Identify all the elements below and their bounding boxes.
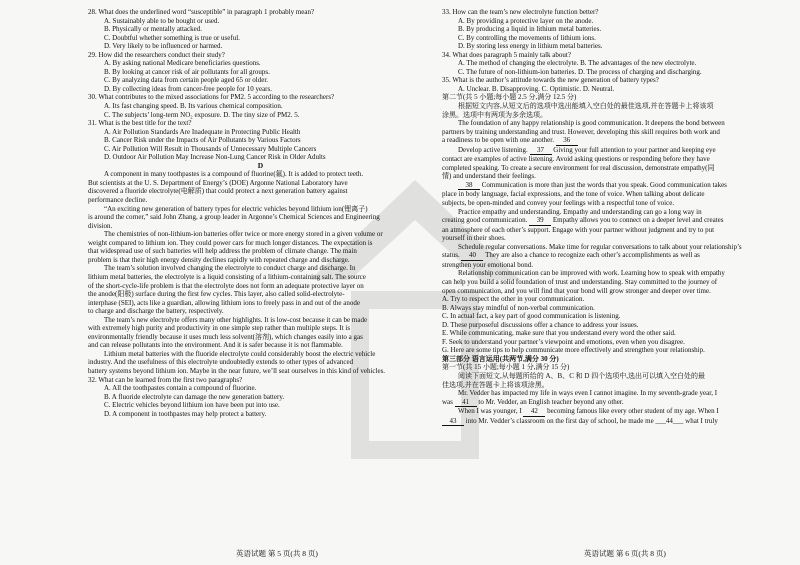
text-line	[88, 307, 433, 316]
text-line	[88, 358, 433, 367]
line-text: yourself in their shoes.	[442, 234, 506, 243]
line-text: Schedule regular conversations. Make time for regular conversations to talk about your relationship’s	[458, 242, 742, 251]
answer-blank: 36	[556, 136, 578, 146]
line-text: battery systems beyond lithium ion. Maybe in the near future, we’ll seat ourselves in this kind of vehicles.	[88, 366, 386, 375]
line-text: B. By looking at cancer risk of air pollutants for all groups.	[104, 67, 270, 76]
line-text-after: to Mr. Vedder, an English teacher beyond any other.	[476, 397, 624, 406]
text-line	[442, 304, 787, 313]
line-text: A. By providing a protective layer on the anode.	[458, 16, 594, 25]
line-text: D. Very likely to be influenced or harmed.	[104, 42, 223, 51]
line-text: 34. What does paragraph 5 mainly talk about?	[442, 50, 571, 59]
line-text: that widespread use of such batteries will help address the problem of climate change. The main	[88, 247, 357, 256]
line-text-after: Giving your full attention to your partner and keeping eye	[551, 145, 716, 154]
text-line	[442, 34, 787, 43]
text-line	[442, 243, 787, 252]
line-text: The foundation of any happy relationship is good communication. It deepens the bond between	[458, 119, 725, 128]
line-text: 第一节(共 15 小题;每小题 1 分,满分 15 分)	[442, 363, 570, 372]
text-line	[88, 51, 433, 60]
line-text: C. By analyzing data from certain people aged 65 or older.	[104, 76, 269, 85]
line-text: A. All the toothpastes contain a compound of fluorine.	[104, 384, 257, 393]
text-line	[442, 338, 787, 347]
page-footer-right: 英语试题 第 6 页(共 8 页)	[584, 549, 666, 558]
text-line	[442, 181, 787, 191]
text-line	[88, 273, 433, 282]
text-line	[88, 34, 433, 43]
answer-blank: 42	[523, 407, 545, 417]
line-text: status.	[442, 251, 462, 260]
line-text: completed speaking. To create a secure environment for real discussion, demonstrate empathy(同	[442, 163, 715, 172]
line-text: C. In actual fact, a key part of good communication is listening.	[442, 312, 621, 321]
text-line	[88, 93, 433, 102]
text-line	[88, 179, 433, 188]
line-text: D. Outdoor Air Pollution May Increase Non-Lung Cancer Risk in Older Adults	[104, 153, 326, 162]
text-line	[88, 170, 433, 179]
text-line	[442, 321, 787, 330]
line-text: But scientists at the U. S. Department of Energy’s (DOE) Argonne National Laboratory have	[88, 178, 348, 187]
text-line	[88, 367, 433, 376]
text-line	[442, 68, 787, 77]
text-line	[442, 8, 787, 17]
text-line	[88, 119, 433, 128]
line-text: a readiness to be open with one another.	[442, 136, 556, 145]
text-line	[88, 384, 433, 393]
line-text: C. The subjects’ long-term NO₂ exposure. D. The tiny size of PM2. 5.	[104, 110, 300, 119]
line-text-after: Communication is more than just the words that you speak. Good communication takes	[480, 180, 727, 189]
text-line	[88, 410, 433, 419]
text-line	[442, 199, 787, 208]
text-line	[442, 146, 787, 156]
text-line	[88, 393, 433, 402]
text-line	[88, 264, 433, 273]
text-line	[442, 389, 787, 398]
line-text: is around the corner,” said John Zhang, a group leader in Argonne’s Chemical Sciences and Engineering	[88, 213, 380, 222]
text-line	[442, 172, 787, 181]
line-text: interphase (SEI), acts like a guardian, allowing lithium ions to freely pass in and out of the anode	[88, 298, 360, 307]
line-text: B. By producing a liquid in lithium metal batteries.	[458, 25, 602, 34]
line-text: A. Its fast changing speed. B. Its various chemical composition.	[104, 102, 283, 111]
text-line	[442, 59, 787, 68]
line-text: subjects, be open-minded and convey your feelings with a respectful tone of voice.	[442, 199, 675, 208]
text-line	[442, 208, 787, 217]
answer-blank: 40	[461, 251, 483, 261]
line-text: C. By controlling the movements of lithium ions.	[458, 33, 596, 42]
line-text: 第二节(共 5 小题;每小题 2.5 分,满分 12.5 分)	[442, 93, 577, 102]
text-line	[442, 417, 787, 427]
line-text: A. Try to respect the other in your communication.	[442, 295, 585, 304]
line-text: 第三部分 语言运用(共两节,满分 30 分)	[442, 354, 559, 363]
text-line	[442, 329, 787, 338]
text-line	[88, 222, 433, 231]
line-text: to charge and discharge the battery, respectively.	[88, 307, 224, 316]
text-line	[442, 102, 787, 111]
right-column	[442, 8, 787, 426]
text-line	[88, 316, 433, 325]
line-text: D. These purposeful discussions offer a chance to address your issues.	[442, 320, 639, 329]
line-text: place in body language, facial expressions, and the tone of voice. When talking about delicate	[442, 190, 705, 199]
text-line	[442, 128, 787, 137]
line-text: A component in many toothpastes is a compound of fluorine(氟). It is added to protect teeth.	[104, 170, 364, 179]
text-line	[442, 119, 787, 128]
line-text-after: Empathy allows you to connect on a deeper level and creates	[551, 216, 724, 225]
text-line	[442, 372, 787, 381]
line-text: The team’s new electrolyte offers many other highlights. It is low-cost because it can be made	[104, 315, 368, 324]
line-text: The chemistries of non-lithium-ion batteries offer twice or more energy stored in a given volume or	[104, 230, 383, 239]
text-line	[88, 17, 433, 26]
line-text: F. Seek to understand your partner’s viewpoint and emotions, even when you disagree.	[442, 337, 685, 346]
text-line	[88, 299, 433, 308]
line-text: The team’s solution involved changing the electrolyte to conduct charge and discharge. In	[104, 264, 356, 273]
line-text: C. Electric vehicles beyond lithium ion have been put into use.	[104, 401, 280, 410]
answer-blank: 37	[530, 146, 552, 156]
line-text: A. The method of changing the electrolyte. B. The advantages of the new electrolyte.	[458, 59, 697, 68]
line-text: 29. How did the researchers conduct their study?	[88, 50, 225, 59]
answer-blank: 43	[442, 417, 464, 427]
text-line	[442, 287, 787, 296]
line-text: partners by training understanding and trust. However, developing this skill requires both work and	[442, 127, 720, 136]
text-line	[442, 51, 787, 60]
line-text: environmentally friendly because it uses much less solvent(溶剂), which changes easily into a gas	[88, 332, 363, 341]
line-text: B. Always stay mindful of non-verbal communication.	[442, 303, 595, 312]
line-text: Develop active listening.	[458, 145, 530, 154]
text-line	[88, 290, 433, 299]
text-line	[442, 164, 787, 173]
text-line	[88, 239, 433, 248]
text-line	[88, 196, 433, 205]
line-text: performance decline.	[88, 196, 148, 205]
text-line	[88, 136, 433, 145]
line-text: 33. How can the team’s new electrolyte function better?	[442, 8, 599, 16]
line-text: 涂黑。选项中有两项为多余选项。	[442, 110, 547, 119]
line-text: industry. And the usefulness of this electrolyte undoubtedly extends to other types of advanced	[88, 358, 354, 367]
text-line	[88, 333, 433, 342]
line-text: open communication, and you will find that your bond will grow stronger and deeper over time.	[442, 286, 711, 295]
text-line	[442, 251, 787, 261]
text-line	[442, 155, 787, 164]
line-text: B. Cancer Risk under the Impacts of Air Pollutants by Various Factors	[104, 136, 301, 145]
line-text: weight compared to lithium ion. They could power cars for much longer distances. The expectation is	[88, 238, 373, 247]
line-text: 阅读下面短文,从每题所给的 A、B、C 和 D 四个选项中,选出可以填入空白处的最	[458, 371, 705, 380]
line-text: strengthen your emotional bond.	[442, 260, 533, 269]
answer-blank: 41	[455, 398, 477, 408]
text-line	[442, 278, 787, 287]
text-line	[442, 381, 787, 390]
line-text: When I was younger, I	[458, 407, 524, 416]
text-line	[442, 42, 787, 51]
text-line	[88, 213, 433, 222]
line-text: 32. What can be learned from the first two paragraphs?	[88, 375, 243, 384]
line-text: division.	[88, 221, 113, 230]
text-line	[88, 282, 433, 291]
line-text: “An exciting new generation of battery types for electric vehicles beyond lithium ion(锂离子)	[104, 204, 368, 213]
text-line	[88, 230, 433, 239]
text-line	[88, 324, 433, 333]
line-text: A. Sustainably able to be bought or used.	[104, 16, 220, 25]
text-line	[442, 295, 787, 304]
text-line	[88, 350, 433, 359]
text-line	[88, 145, 433, 154]
line-text: an atmosphere of each other’s support. Engage with your partner without judgment and try to put	[442, 225, 715, 234]
text-line	[442, 234, 787, 243]
text-line	[442, 312, 787, 321]
text-line	[442, 93, 787, 102]
text-line	[88, 162, 433, 171]
line-text: problem is that their high energy density declines rapidly with repeated charge and discharge.	[88, 255, 350, 264]
line-text: lithium metal batteries, the electrolyte is a liquid consisting of a lithium-containing salt. The source	[88, 272, 366, 281]
line-text: 情) and understand their feelings.	[442, 172, 536, 181]
line-text: creating good communication.	[442, 216, 530, 225]
line-text: D. By storing less energy in lithium metal batteries.	[458, 42, 603, 51]
line-text: the anode(阳极) surface during the first few cycles. This layer, also called solid-electrolyte-	[88, 290, 345, 299]
text-line	[88, 25, 433, 34]
text-line	[442, 269, 787, 278]
line-text: of the short-cycle-life problem is that the electrolyte does not form an adequate protective layer on	[88, 281, 364, 290]
line-text: C. Air Pollution Will Result in Thousands of Unnecessary Multiple Cancers	[104, 144, 317, 153]
line-text: B. A fluoride electrolyte can damage the new generation battery.	[104, 392, 285, 401]
text-line	[442, 85, 787, 94]
line-text: D. A component in toothpastes may help protect a battery.	[104, 409, 267, 418]
line-text: B. Physically or mentally attacked.	[104, 25, 202, 34]
line-text: G. Here are some tips to help communicate more effectively and strengthen your relationship.	[442, 346, 705, 355]
answer-blank: 39	[529, 216, 551, 226]
text-line	[88, 76, 433, 85]
text-line	[442, 346, 787, 355]
line-text: contact are examples of active listening. Avoid asking questions or responding before they have	[442, 155, 710, 164]
line-text: 28. What does the underlined word “susceptible” in paragraph 1 probably mean?	[88, 8, 315, 16]
text-line	[88, 256, 433, 265]
line-text: E. While communicating, make sure that you understand every word the other said.	[442, 329, 676, 338]
text-line	[88, 42, 433, 51]
text-line	[88, 376, 433, 385]
line-text: A. Unclear. B. Disapproving. C. Optimistic. D. Neutral.	[458, 84, 615, 93]
text-line	[88, 68, 433, 77]
text-line	[442, 398, 787, 408]
line-text: with extremely high purity and productivity in one simple step rather than multiple steps. It is	[88, 324, 351, 333]
left-column	[88, 8, 433, 418]
line-text: D. By collecting ideas from cancer-free people for 10 years.	[104, 84, 272, 93]
line-text: A. Air Pollution Standards Are Inadequate in Protecting Public Health	[104, 127, 301, 136]
text-line	[88, 85, 433, 94]
line-text: A. By asking national Medicare beneficiaries questions.	[104, 59, 261, 68]
line-text: Relationship communication can be improved with work. Learning how to speak with empathy	[458, 269, 725, 278]
text-line	[442, 216, 787, 226]
line-text: discovered a fluoride electrolyte(电解质) that could protect a next generation battery against	[88, 187, 348, 196]
text-line	[442, 363, 787, 372]
line-text: C. The future of non-lithium-ion batteries. D. The process of charging and discharging.	[458, 67, 702, 76]
line-text-after: into Mr. Vedder’s classroom on the first day of school, he made me ___44___ what I truly	[464, 416, 718, 425]
text-line	[442, 76, 787, 85]
text-line	[442, 190, 787, 199]
line-text: Lithium metal batteries with the fluoride electrolyte could considerably boost the electric vehicle	[104, 349, 376, 358]
answer-blank: 38	[458, 181, 480, 191]
line-text: Mr. Vedder has impacted my life in ways even I cannot imagine. In my seventh-grade year, I	[458, 389, 718, 398]
text-line	[88, 153, 433, 162]
text-line	[88, 59, 433, 68]
text-line	[442, 261, 787, 270]
text-line	[88, 187, 433, 196]
line-text: and can release pollutants into the environment. And it is safer because it is not flammable.	[88, 341, 343, 350]
line-text: can help you build a solid foundation of trust and understanding. Stay committed to the journey of	[442, 277, 718, 286]
text-line	[442, 136, 787, 146]
text-line	[88, 341, 433, 350]
text-line	[88, 128, 433, 137]
line-text: D	[257, 161, 264, 170]
line-text: 佳选项,并在答题卡上将该项涂黑。	[442, 380, 549, 389]
line-text-after: becoming famous like every other student of my age. When I	[545, 407, 719, 416]
text-line	[88, 111, 433, 120]
text-line	[88, 102, 433, 111]
text-line	[88, 205, 433, 214]
text-line	[442, 25, 787, 34]
text-line	[442, 355, 787, 364]
line-text: 35. What is the author’s attitude towards the new generation of battery types?	[442, 76, 659, 85]
text-line	[88, 401, 433, 410]
line-text: Practice empathy and understanding. Empathy and understanding can go a long way in	[458, 207, 702, 216]
line-text: C. Doubtful whether something is true or useful.	[104, 33, 240, 42]
line-text-after: They are also a chance to recognize each other’s accomplishments as well as	[483, 251, 700, 260]
text-line	[442, 226, 787, 235]
text-line	[88, 247, 433, 256]
line-text: 根据短文内容,从短文后的选项中选出能填入空白处的最佳选项,并在答题卡上将该项	[458, 102, 714, 111]
page-footer-left: 英语试题 第 5 页(共 8 页)	[236, 549, 318, 558]
text-line	[442, 17, 787, 26]
text-line	[442, 407, 787, 417]
line-text: 31. What is the best title for the text?	[88, 119, 192, 128]
line-text: was	[442, 397, 455, 406]
text-line	[88, 8, 433, 17]
text-line	[442, 111, 787, 120]
line-text: 30. What contributes to the mixed associations for PM2. 5 according to the researchers?	[88, 93, 335, 102]
